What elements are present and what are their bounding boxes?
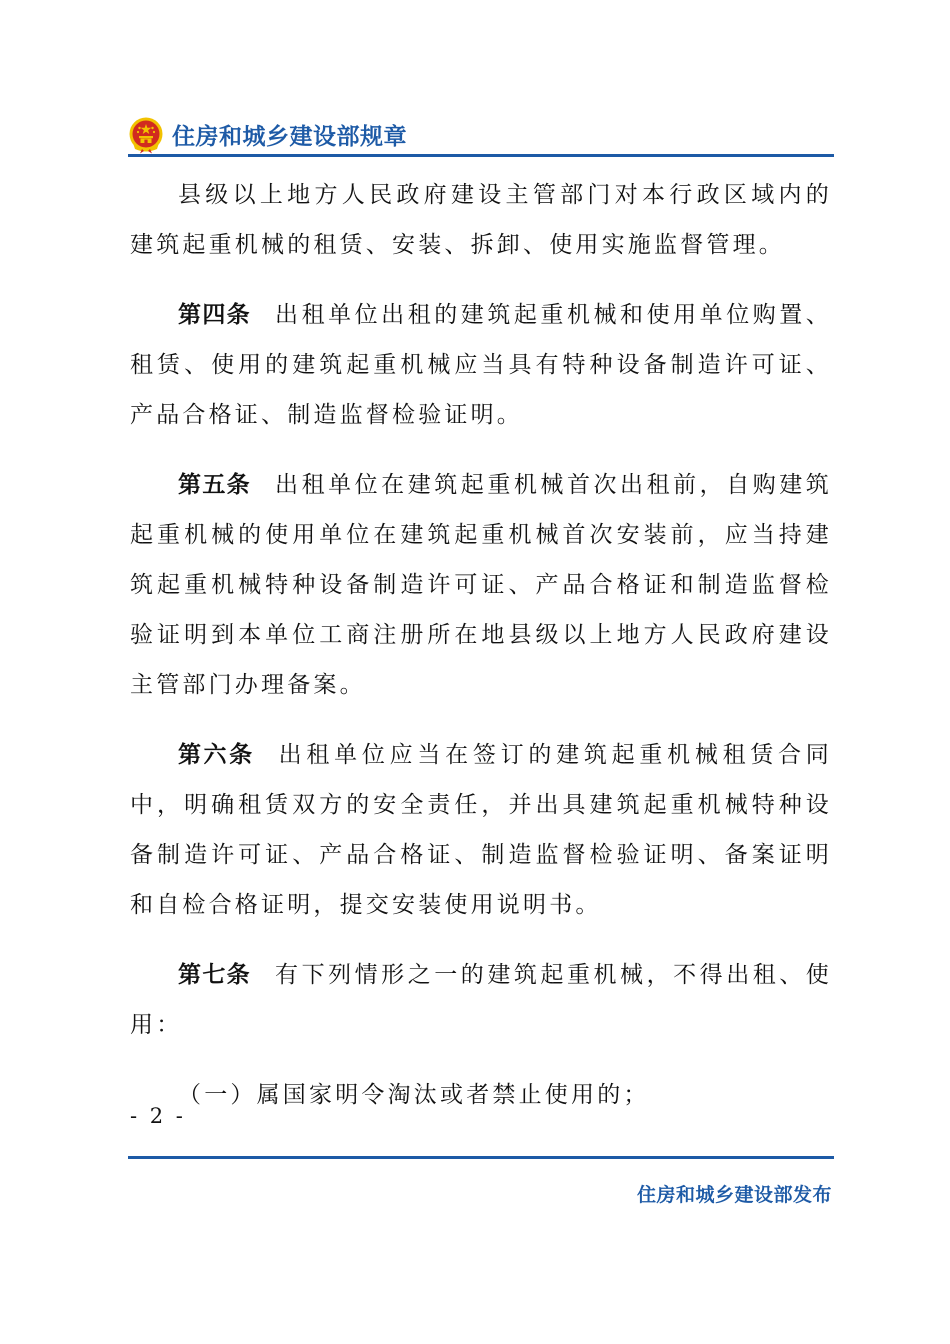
article-text: 有下列情形之一的建筑起重机械，不得出租、使用：: [130, 962, 833, 1038]
article-6: [130, 730, 832, 930]
article-text: 出租单位出租的建筑起重机械和使用单位购置、租赁、使用的建筑起重机械应当具有特种设备制造许可证、产品合格证、制造监督检验证明。: [130, 302, 833, 428]
article-title: 第五条: [178, 472, 252, 498]
article-text: 出租单位应当在签订的建筑起重机械租赁合同中，明确租赁双方的安全责任，并出具建筑起重机械特种设备制造许可证、产品合格证、制造监督检验证明、备案证明和自检合格证明，提交安装使用说明书。: [130, 742, 833, 918]
article-text: 出租单位在建筑起重机械首次出租前，自购建筑起重机械的使用单位在建筑起重机械首次安装前，应当持建筑起重机械特种设备制造许可证、产品合格证和制造监督检验证明到本单位工商注册所在地县级以上地方人民政府建设主管部门办理备案。: [130, 472, 833, 698]
page-header: [128, 112, 834, 158]
article-title: 第六条: [178, 742, 255, 768]
list-item-text: （一）属国家明令淘汰或者禁止使用的；: [178, 1082, 650, 1108]
page-number: - 2 -: [130, 1104, 186, 1128]
footer-divider: [128, 1156, 834, 1159]
header-divider: [128, 154, 834, 157]
article-7: [130, 950, 832, 1050]
document-body: [130, 170, 832, 1120]
article-5: [130, 460, 832, 710]
header-title: 住房和城乡建设部规章: [172, 124, 407, 150]
paragraph-text: 县级以上地方人民政府建设主管部门对本行政区域内的建筑起重机械的租赁、安装、拆卸、使用实施监督管理。: [130, 182, 832, 258]
list-item: [130, 1070, 832, 1120]
article-4: [130, 290, 832, 440]
article-title: 第四条: [178, 302, 252, 328]
footer-publisher: 住房和城乡建设部发布: [636, 1184, 832, 1206]
national-emblem-icon: [128, 116, 164, 154]
article-title: 第七条: [178, 962, 252, 988]
paragraph: [130, 170, 832, 270]
